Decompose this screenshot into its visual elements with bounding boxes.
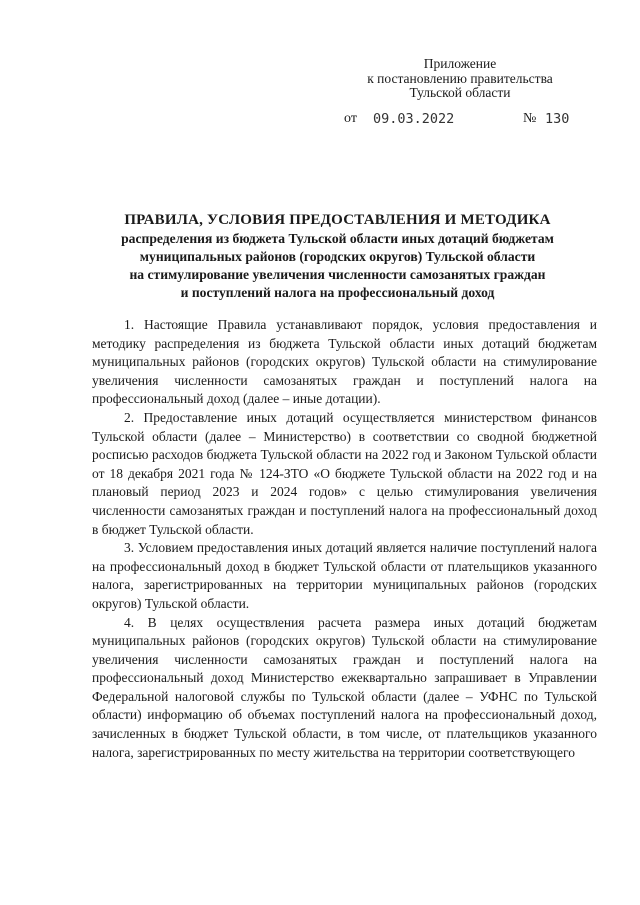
document-body <box>92 316 597 762</box>
annex-block <box>340 57 580 101</box>
paragraph-4: 4. В целях осуществления расчета размера иных дотаций бюджетам муниципальных районов (городских округов) Тульской области на стимулирование увеличения численности самозанятых граждан и поступлений налога на профессиональный доход Министерство ежеквартально запрашивает в Управлении Федеральной налоговой службы по Тульской области (далее – УФНС по Тульской области) информацию об объемах поступлений налога на профессиональный доход, зачисленных в бюджет Тульской области, в том числе, от плательщиков указанного налога, зарегистрированных по месту жительства на территории соответствующего <box>92 614 597 760</box>
document-number: 130 <box>545 111 570 127</box>
title-main: ПРАВИЛА, УСЛОВИЯ ПРЕДОСТАВЛЕНИЯ И МЕТОДИКА <box>124 212 551 228</box>
document-date: 09.03.2022 <box>373 111 455 127</box>
annex-line: Приложение <box>423 56 497 71</box>
title-subline: распределения из бюджета Тульской области иных дотаций бюджетам <box>121 231 554 246</box>
paragraph-3: 3. Условием предоставления иных дотаций является наличие поступлений налога на профессиональный доход в бюджет Тульской области от плательщиков указанного налога, зарегистрированных на территории муниципальных районов (городских округов) Тульской области. <box>92 540 597 611</box>
date-number-line <box>0 111 640 133</box>
title-subline: муниципальных районов (городских округов) Тульской области <box>139 249 536 264</box>
number-label: № <box>523 111 537 126</box>
document-title <box>80 211 595 302</box>
annex-line: к постановлению правительства <box>367 70 553 86</box>
title-subline: и поступлений налога на профессиональный доход <box>180 285 495 300</box>
annex-line: Тульской области <box>409 85 511 100</box>
date-prefix: от <box>344 111 357 126</box>
paragraph-2: 2. Предоставление иных дотаций осуществляется министерством финансов Тульской области (далее – Министерство) в соответствии со сводной бюджетной росписью расходов бюджета Тульской области на 2022 год и Законом Тульской области от 18 декабря 2021 года № 124-ЗТО «О бюджете Тульской области на 2022 год и на плановый период 2023 и 2024 годов» с целью стимулирования увеличения численности самозанятых граждан и поступлений налога на профессиональный доход в бюджет Тульской области. <box>92 409 597 537</box>
title-subline: на стимулирование увеличения численности самозанятых граждан <box>129 267 546 282</box>
paragraph-1: 1. Настоящие Правила устанавливают порядок, условия предоставления и методику распределения из бюджета Тульской области иных дотаций бюджетам муниципальных районов (городских округов) Тульской области на стимулирование увеличения численности самозанятых граждан и поступлений налога на профессиональный доход (далее – иные дотации). <box>92 317 597 407</box>
